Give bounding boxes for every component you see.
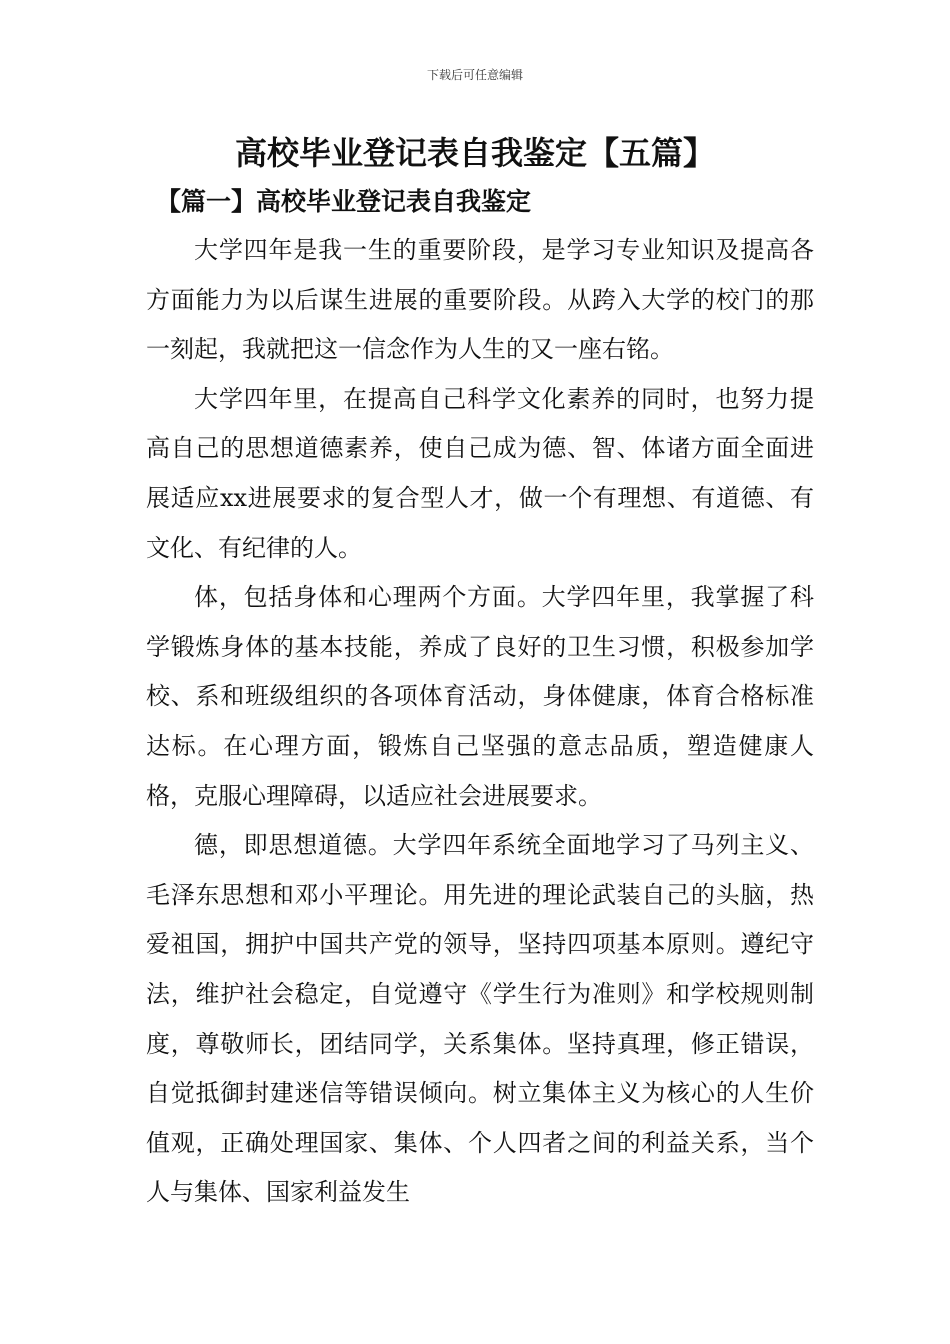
- header-note: 下载后可任意编辑: [426, 68, 523, 82]
- paragraph-4: 德，即思想道德。大学四年系统全面地学习了马列主义、毛泽东思想和邓小平理论。用先进的理论武装自己的头脑，热爱祖国，拥护中国共产党的领导，坚持四项基本原则。遵纪守法，维护社会稳定，自觉遵守《学生行为准则》和学校规则制度，尊敬师长，团结同学，关系集体。坚持真理，修正错误，自觉抵御封建迷信等错误倾向。树立集体主义为核心的人生价值观，正确处理国家、集体、个人四者之间的利益关系，当个人与集体、国家利益发生: [146, 831, 814, 1207]
- paragraph-2: 大学四年里，在提高自己科学文化素养的同时，也努力提高自己的思想道德素养，使自己成为德、智、体诸方面全面进展适应xx进展要求的复合型人才，做一个有理想、有道德、有文化、有纪律的人。: [146, 384, 814, 562]
- paragraph-3: 体，包括身体和心理两个方面。大学四年里，我掌握了科学锻炼身体的基本技能，养成了良好的卫生习惯，积极参加学校、系和班级组织的各项体育活动，身体健康，体育合格标准达标。在心理方面，锻炼自己坚强的意志品质，塑造健康人格，克服心理障碍，以适应社会进展要求。: [146, 583, 814, 810]
- paragraph-1: 大学四年是我一生的重要阶段，是学习专业知识及提高各方面能力为以后谋生进展的重要阶段。从跨入大学的校门的那一刻起，我就把这一信念作为人生的又一座右铭。: [146, 236, 814, 364]
- section-heading: 【篇一】高校毕业登记表自我鉴定: [156, 187, 532, 216]
- document-title: 高校毕业登记表自我鉴定【五篇】: [234, 134, 715, 172]
- document-body: [146, 226, 814, 1218]
